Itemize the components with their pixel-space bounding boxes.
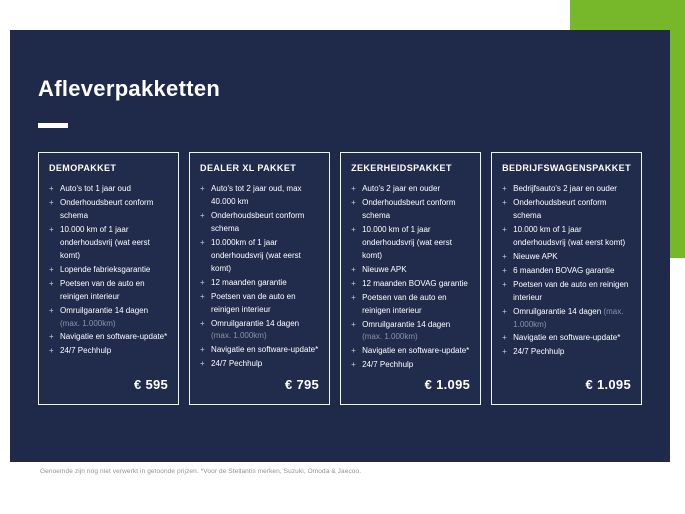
- feature-text: 10.000km of 1 jaar onderhoudsvrij (wat eerst komt): [211, 237, 301, 273]
- feature-text: Navigatie en software-update*: [211, 345, 319, 355]
- feature-item: [49, 305, 168, 331]
- plus-icon: +: [351, 292, 356, 302]
- feature-text: 24/7 Pechhulp: [211, 359, 263, 369]
- main-panel: [10, 30, 670, 462]
- feature-item: [200, 344, 319, 357]
- feature-text-muted: (max. 1.000km): [60, 318, 116, 328]
- feature-text: Onderhoudsbeurt conform schema: [362, 197, 456, 220]
- package-card: [491, 152, 642, 405]
- feature-item: [351, 183, 470, 196]
- feature-text: 10.000 km of 1 jaar onderhoudsvrij (wat eerst komt): [513, 224, 626, 247]
- feature-text: Nieuwe APK: [362, 264, 407, 274]
- feature-item: [351, 278, 470, 291]
- feature-text: 12 maanden garantie: [211, 277, 287, 287]
- plus-icon: +: [200, 318, 205, 328]
- feature-item: [502, 306, 631, 332]
- plus-icon: +: [200, 277, 205, 287]
- plus-icon: +: [200, 237, 205, 247]
- package-price: € 595: [134, 377, 169, 392]
- plus-icon: +: [351, 346, 356, 356]
- plus-icon: +: [49, 224, 54, 234]
- package-features: [351, 183, 470, 377]
- plus-icon: +: [502, 265, 507, 275]
- feature-text-muted: (max. 1.000km): [211, 331, 267, 341]
- plus-icon: +: [200, 359, 205, 369]
- package-title: DEMOPAKKET: [49, 163, 117, 173]
- feature-item: [49, 197, 168, 223]
- feature-item: [200, 358, 319, 371]
- feature-item: [49, 345, 168, 358]
- package-title: BEDRIJFSWAGENSPAKKET: [502, 163, 631, 173]
- plus-icon: +: [49, 264, 54, 274]
- package-card: [38, 152, 179, 405]
- plus-icon: +: [351, 197, 356, 207]
- feature-text: 24/7 Pechhulp: [60, 346, 112, 356]
- feature-item: [200, 291, 319, 317]
- feature-text-muted: (max. 1.000km): [362, 332, 418, 342]
- feature-text: 24/7 Pechhulp: [362, 360, 414, 370]
- feature-text: Onderhoudsbeurt conform schema: [513, 197, 607, 220]
- feature-text: 10.000 km of 1 jaar onderhoudsvrij (wat eerst komt): [362, 224, 452, 260]
- plus-icon: +: [351, 264, 356, 274]
- feature-item: [502, 279, 631, 305]
- title-underline: [38, 123, 68, 128]
- plus-icon: +: [351, 319, 356, 329]
- feature-item: [351, 345, 470, 358]
- feature-item: [502, 197, 631, 223]
- plus-icon: +: [49, 197, 54, 207]
- plus-icon: +: [49, 278, 54, 288]
- feature-text: Poetsen van de auto en reinigen interieur: [362, 292, 447, 315]
- feature-item: [351, 197, 470, 223]
- feature-text: Omruilgarantie 14 dagen (max. 1.000km): [60, 305, 149, 328]
- feature-item: [502, 346, 631, 359]
- feature-text: Omruilgarantie 14 dagen (max. 1.000km): [362, 319, 451, 342]
- package-price: € 1.095: [424, 377, 471, 392]
- feature-item: [49, 183, 168, 196]
- plus-icon: +: [49, 332, 54, 342]
- plus-icon: +: [502, 224, 507, 234]
- plus-icon: +: [49, 305, 54, 315]
- feature-text: Auto's tot 1 jaar oud: [60, 184, 131, 193]
- footnote: Genoemde zijn nog niet verwerkt in getoonde prijzen. *Voor de Stellantis merken, Suzuki, Omoda & Jaecoo.: [40, 468, 362, 475]
- plus-icon: +: [200, 210, 205, 220]
- feature-item: [351, 224, 470, 263]
- feature-item: [200, 237, 319, 276]
- feature-text: 12 maanden BOVAG garantie: [362, 278, 468, 288]
- plus-icon: +: [49, 346, 54, 356]
- plus-icon: +: [49, 184, 54, 193]
- plus-icon: +: [502, 347, 507, 357]
- plus-icon: +: [351, 184, 356, 193]
- feature-text: Onderhoudsbeurt conform schema: [60, 197, 154, 220]
- feature-text: 6 maanden BOVAG garantie: [513, 265, 615, 275]
- plus-icon: +: [502, 184, 507, 193]
- feature-text-muted: (max. 1.000km): [513, 306, 624, 329]
- feature-item: [351, 359, 470, 372]
- plus-icon: +: [351, 224, 356, 234]
- plus-icon: +: [502, 279, 507, 289]
- feature-item: [49, 278, 168, 304]
- feature-text: 24/7 Pechhulp: [513, 347, 565, 357]
- package-price: € 795: [285, 377, 320, 392]
- feature-item: [502, 251, 631, 264]
- package-price: € 1.095: [585, 377, 631, 392]
- feature-text: Bedrijfsauto's 2 jaar en ouder: [513, 184, 617, 193]
- plus-icon: +: [502, 333, 507, 343]
- feature-item: [49, 224, 168, 263]
- page-title: Afleverpakketten: [38, 76, 221, 101]
- package-card: [340, 152, 481, 405]
- feature-text: Poetsen van de auto en reinigen interieur: [211, 291, 296, 314]
- plus-icon: +: [502, 251, 507, 261]
- plus-icon: +: [200, 291, 205, 301]
- plus-icon: +: [351, 360, 356, 370]
- feature-text: Auto's tot 2 jaar oud, max 40.000 km: [211, 184, 302, 206]
- feature-item: [351, 319, 470, 345]
- feature-item: [502, 183, 631, 196]
- feature-item: [49, 264, 168, 277]
- feature-item: [351, 264, 470, 277]
- plus-icon: +: [502, 306, 507, 316]
- feature-item: [200, 210, 319, 236]
- feature-text: Onderhoudsbeurt conform schema: [211, 210, 305, 233]
- plus-icon: +: [502, 197, 507, 207]
- packages-row: [38, 152, 642, 405]
- feature-text: 10.000 km of 1 jaar onderhoudsvrij (wat eerst komt): [60, 224, 150, 260]
- plus-icon: +: [200, 345, 205, 355]
- feature-item: [502, 332, 631, 345]
- feature-text: Nieuwe APK: [513, 251, 558, 261]
- feature-text: Navigatie en software-update*: [513, 333, 621, 343]
- feature-text: Omruilgarantie 14 dagen (max. 1.000km): [211, 318, 300, 341]
- plus-icon: +: [351, 278, 356, 288]
- plus-icon: +: [200, 184, 205, 193]
- package-title: DEALER XL PAKKET: [200, 163, 297, 173]
- feature-text: Lopende fabrieksgarantie: [60, 264, 151, 274]
- package-features: [49, 183, 168, 377]
- feature-item: [502, 224, 631, 250]
- feature-text: Poetsen van de auto en reinigen interieur: [60, 278, 145, 301]
- feature-item: [200, 318, 319, 344]
- feature-text: Poetsen van de auto en reinigen interieur: [513, 279, 629, 302]
- feature-item: [200, 277, 319, 290]
- feature-text: Navigatie en software-update*: [60, 332, 168, 342]
- feature-text: Omruilgarantie 14 dagen (max. 1.000km): [513, 306, 624, 329]
- package-title: ZEKERHEIDSPAKKET: [351, 163, 452, 173]
- feature-item: [49, 331, 168, 344]
- feature-item: [502, 265, 631, 278]
- package-card: [189, 152, 330, 405]
- package-features: [502, 183, 631, 377]
- feature-item: [351, 292, 470, 318]
- feature-item: [200, 183, 319, 209]
- feature-text: Navigatie en software-update*: [362, 346, 470, 356]
- feature-text: Auto's 2 jaar en ouder: [362, 184, 441, 193]
- package-features: [200, 183, 319, 377]
